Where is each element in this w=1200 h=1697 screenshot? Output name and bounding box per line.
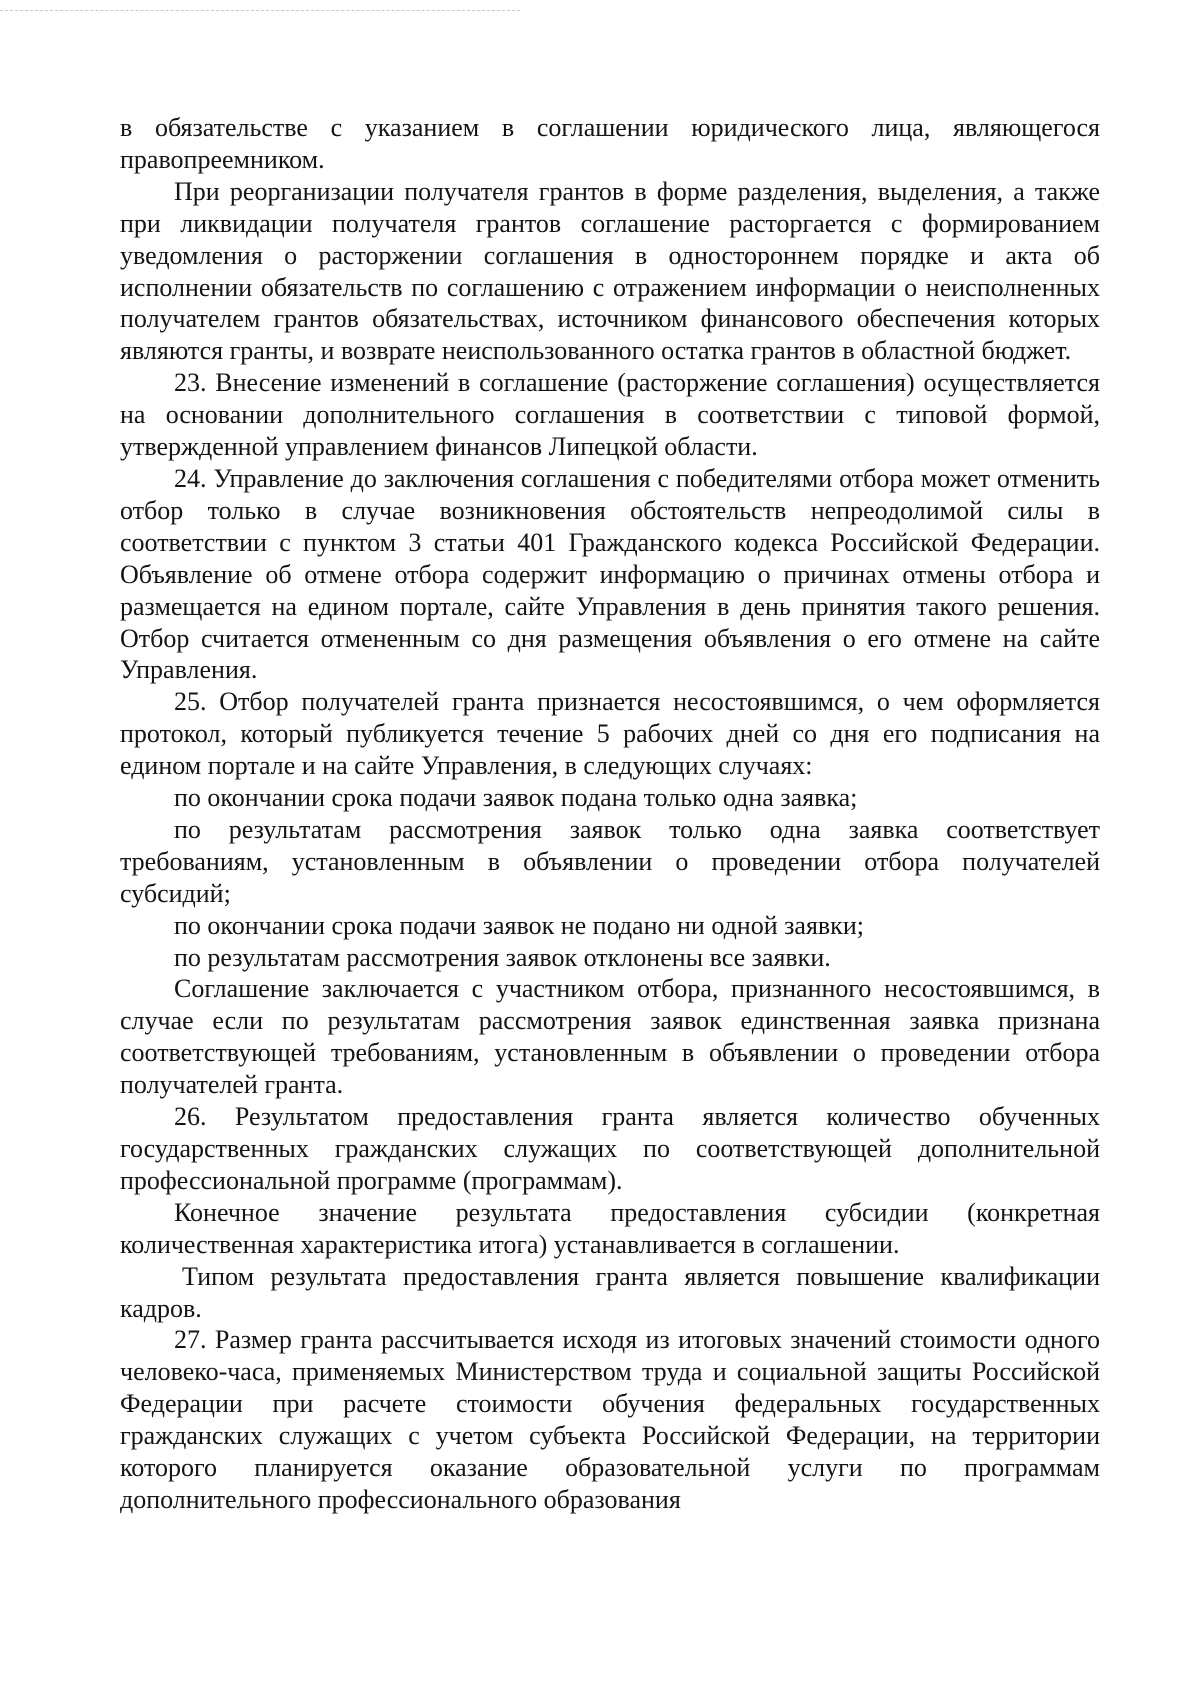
- paragraph-item-25: 25. Отбор получателей гранта признается несостоявшимся, о чем оформляется протокол, который публикуется течение 5 рабочих дней со дня его подписания на едином портале и на сайте Управления, в следующих случаях:: [120, 687, 1100, 781]
- paragraph-item-26: 26. Результатом предоставления гранта является количество обученных государственных гражданских служащих по соответствующей дополнительной профессиональной программе (программам).: [120, 1102, 1100, 1195]
- paragraph-item-27: 27. Размер гранта рассчитывается исходя из итоговых значений стоимости одного человеко-часа, применяемых Министерством труда и социальной защиты Российской Федерации при расчете стоимости обучения федеральных государственных гражданских служащих с учетом субъекта Российской Федерации, на территории которого планируется оказание образовательной услуги по программам дополнительного профессионального образования: [120, 1325, 1100, 1514]
- scan-artifact-line: [0, 10, 520, 11]
- paragraph-case-one-compliant: по результатам рассмотрения заявок только одна заявка соответствует требованиям, установленным в объявлении о проведении отбора получателей субсидий;: [120, 814, 1100, 908]
- paragraph-case-one-application: по окончании срока подачи заявок подана только одна заявка;: [174, 783, 858, 813]
- paragraph-agreement-concluded: Соглашение заключается с участником отбора, признанного несостоявшимся, в случае если по результатам рассмотрения заявок единственная заявка признана соответствующей требованиям, установленным в объявлении о проведении отбора получателей гранта.: [120, 974, 1100, 1100]
- paragraph-continuation: в обязательстве с указанием в соглашении юридического лица, являющегося правопреемником.: [120, 113, 1100, 174]
- paragraph-reorganization: При реорганизации получателя грантов в форме разделения, выделения, а также при ликвидации получателя грантов соглашение расторгается с формированием уведомления о расторжении соглашения в одностороннем порядке и акта об исполнении обязательств по соглашению с отражением информации о неисполненных получателем грантов обязательствах, источником финансового обеспечения которых являются гранты, и возврате неиспользованного остатка грантов в областной бюджет.: [120, 176, 1100, 366]
- paragraph-item-24: 24. Управление до заключения соглашения с победителями отбора может отменить отбор только в случае возникновения обстоятельств непреодолимой силы в соответствии с пунктом 3 статьи 401 Гражданского кодекса Российской Федерации. Объявление об отмене отбора содержит информацию о причинах отмены отбора и размещается на едином портале, сайте Управления в день принятия такого решения. Отбор считается отмененным со дня размещения объявления о его отмене на сайте Управления.: [120, 463, 1100, 685]
- paragraph-case-all-rejected: по результатам рассмотрения заявок отклонены все заявки.: [174, 942, 831, 972]
- paragraph-result-type: Типом результата предоставления гранта является повышение квалификации кадров.: [120, 1261, 1100, 1323]
- paragraph-final-value: Конечное значение результата предоставления субсидии (конкретная количественная характеристика итога) устанавливается в соглашении.: [120, 1197, 1100, 1259]
- document-body: [120, 112, 1100, 1516]
- paragraph-item-23: 23. Внесение изменений в соглашение (расторжение соглашения) осуществляется на основании дополнительного соглашения в соответствии с типовой формой, утвержденной управлением финансов Липецкой области.: [120, 368, 1100, 462]
- paragraph-case-none-submitted: по окончании срока подачи заявок не подано ни одной заявки;: [174, 910, 864, 940]
